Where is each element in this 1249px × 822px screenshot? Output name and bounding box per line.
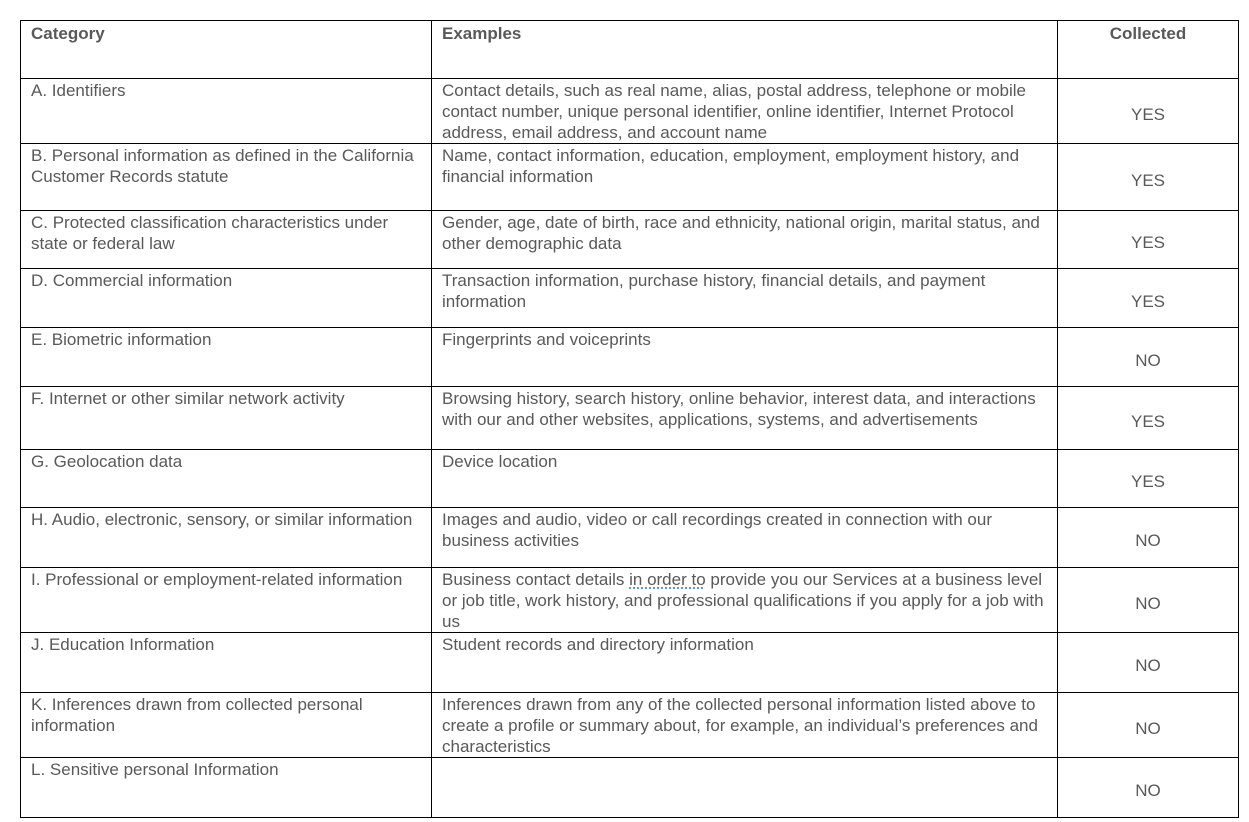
category-cell: B. Personal information as defined in the California Customer Records statute xyxy=(21,144,432,211)
table-row xyxy=(21,693,1239,758)
examples-cell xyxy=(432,758,1058,818)
category-cell: G. Geolocation data xyxy=(21,450,432,508)
table-row xyxy=(21,508,1239,568)
table-row xyxy=(21,633,1239,693)
collected-cell: YES xyxy=(1058,450,1239,508)
category-cell: A. Identifiers xyxy=(21,79,432,144)
table-row xyxy=(21,387,1239,450)
collected-cell: NO xyxy=(1058,693,1239,758)
table-row xyxy=(21,144,1239,211)
examples-cell: Transaction information, purchase history, financial details, and payment information xyxy=(432,269,1058,328)
personal-information-table xyxy=(20,20,1239,818)
collected-cell: NO xyxy=(1058,568,1239,633)
examples-cell: Device location xyxy=(432,450,1058,508)
category-cell: E. Biometric information xyxy=(21,328,432,387)
category-cell: K. Inferences drawn from collected personal information xyxy=(21,693,432,758)
examples-cell: Student records and directory information xyxy=(432,633,1058,693)
category-cell: C. Protected classification characteristics under state or federal law xyxy=(21,211,432,269)
collected-cell: NO xyxy=(1058,758,1239,818)
header-category: Category xyxy=(21,21,432,79)
examples-cell: Images and audio, video or call recordings created in connection with our business activities xyxy=(432,508,1058,568)
table-row xyxy=(21,269,1239,328)
collected-cell: YES xyxy=(1058,387,1239,450)
spellcheck-flagged-phrase: in order to xyxy=(629,570,706,589)
category-cell: H. Audio, electronic, sensory, or similar information xyxy=(21,508,432,568)
collected-cell: NO xyxy=(1058,328,1239,387)
collected-cell: YES xyxy=(1058,211,1239,269)
table-row xyxy=(21,758,1239,818)
table-row xyxy=(21,328,1239,387)
examples-cell: Inferences drawn from any of the collected personal information listed above to create a profile or summary about, for example, an individual’s preferences and characteristics xyxy=(432,693,1058,758)
examples-cell: Browsing history, search history, online behavior, interest data, and interactions with our and other websites, applications, systems, and advertisements xyxy=(432,387,1058,450)
examples-text-end: provide you our Services at a business level or job title, work history, and professional qualifications if you apply for a job with us xyxy=(442,570,1044,631)
table-row xyxy=(21,568,1239,633)
collected-cell: YES xyxy=(1058,79,1239,144)
table-row xyxy=(21,211,1239,269)
examples-cell: Name, contact information, education, employment, employment history, and financial information xyxy=(432,144,1058,211)
category-cell: F. Internet or other similar network activity xyxy=(21,387,432,450)
collected-cell: NO xyxy=(1058,508,1239,568)
table-row xyxy=(21,79,1239,144)
collected-cell: YES xyxy=(1058,144,1239,211)
examples-cell: Gender, age, date of birth, race and ethnicity, national origin, marital status, and other demographic data xyxy=(432,211,1058,269)
examples-cell: Fingerprints and voiceprints xyxy=(432,328,1058,387)
collected-cell: NO xyxy=(1058,633,1239,693)
table-header-row xyxy=(21,21,1239,79)
examples-text-start: Business contact details xyxy=(442,570,630,589)
header-examples: Examples xyxy=(432,21,1058,79)
examples-cell xyxy=(432,568,1058,633)
examples-cell: Contact details, such as real name, alias, postal address, telephone or mobile contact number, unique personal identifier, online identifier, Internet Protocol address, email address, and account name xyxy=(432,79,1058,144)
category-cell: J. Education Information xyxy=(21,633,432,693)
header-collected: Collected xyxy=(1058,21,1239,79)
collected-cell: YES xyxy=(1058,269,1239,328)
category-cell: L. Sensitive personal Information xyxy=(21,758,432,818)
category-cell: I. Professional or employment-related information xyxy=(21,568,432,633)
category-cell: D. Commercial information xyxy=(21,269,432,328)
table-row xyxy=(21,450,1239,508)
